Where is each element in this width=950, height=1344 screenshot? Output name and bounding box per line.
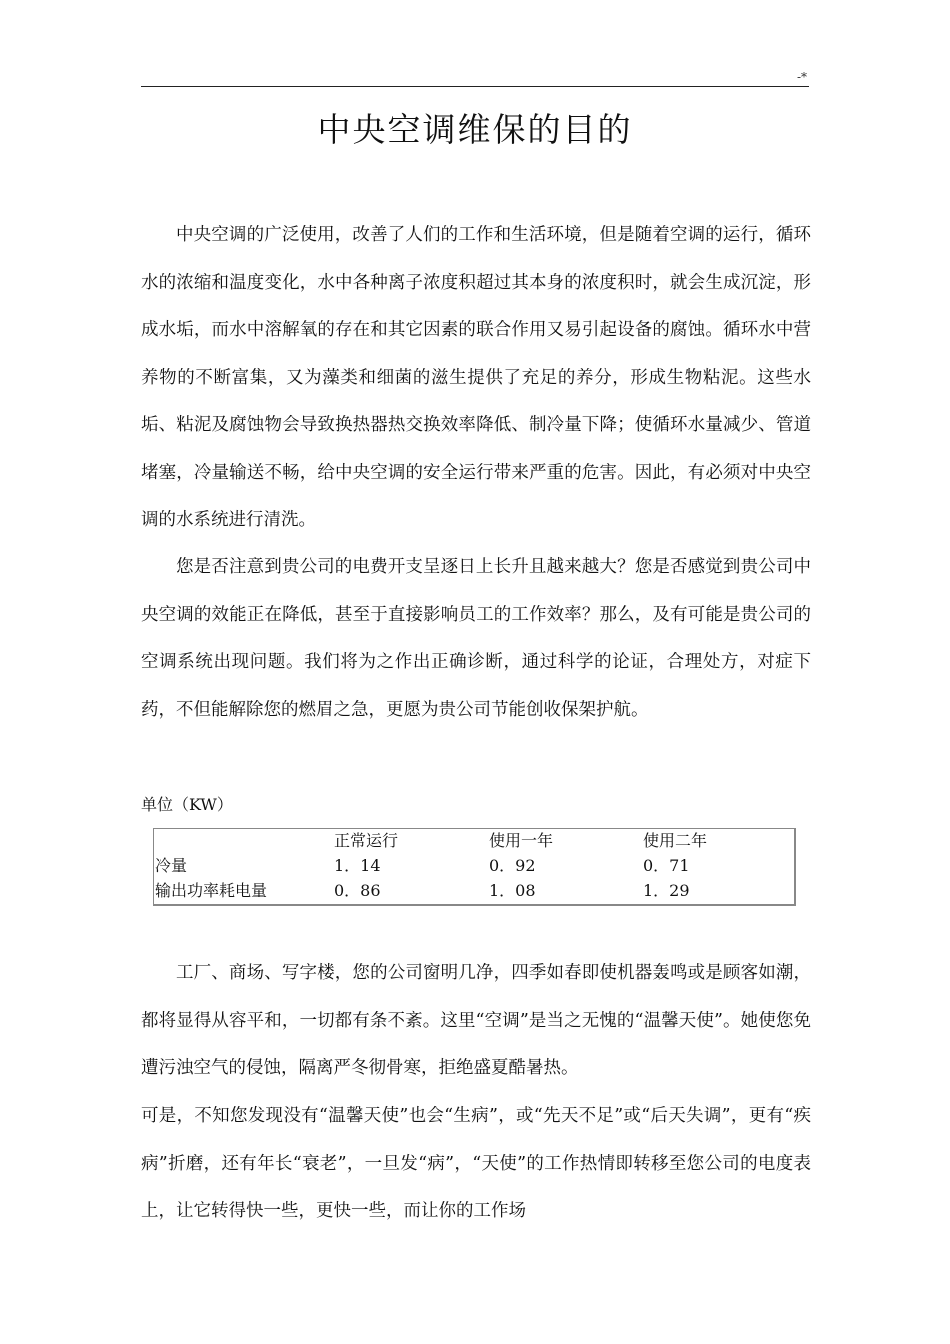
table-cell: 0．92: [489, 856, 536, 875]
table-row-label-power: 输出功率耗电量: [155, 881, 268, 900]
paragraph-angel: 工厂、商场、写字楼，您的公司窗明几净，四季如春即使机器轰鸣或是顾客如潮，都将显得从容平和，一切都有条不紊。这里“空调”是当之无愧的“温馨天使”。她使您免遭污浊空气的侵蚀，隔离严冬彻骨寒，拒绝盛夏酷暑热。: [141, 963, 811, 1078]
paragraph-intro: 中央空调的广泛使用，改善了人们的工作和生活环境，但是随着空调的运行，循环水的浓缩和温度变化，水中各种离子浓度积超过其本身的浓度积时，就会生成沉淀，形成水垢，而水中溶解氧的存在和其它因素的联合作用又易引起设备的腐蚀。循环水中营养物的不断富集，又为藻类和细菌的滋生提供了充足的养分，形成生物粘泥。这些水垢、粘泥及腐蚀物会导致换热器热交换效率降低、制冷量下降；使循环水量减少、管道堵塞，冷量输送不畅，给中央空调的安全运行带来严重的危害。因此，有必须对中央空调的水系统进行清洗。: [141, 225, 811, 530]
table-header-normal: 正常运行: [334, 831, 399, 850]
header-rule: [141, 86, 809, 87]
table-cell: 1．08: [489, 881, 536, 900]
table-header-one-year: 使用一年: [489, 831, 554, 850]
table-header-two-years: 使用二年: [643, 831, 708, 850]
paragraph-sickness: 可是，不知您发现没有“温馨天使”也会“生病”，或“先天不足”或“后天失调”，更有“疾病”折磨，还有年长“衰老”，一旦发“病”，“天使”的工作热情即转移至您公司的电度表上，让它转得快一些，更快一些，而让你的工作场: [141, 1106, 811, 1221]
header-mark: -*: [796, 70, 807, 84]
table-unit-label: 单位（KW）: [141, 795, 233, 814]
efficiency-table: [153, 828, 796, 906]
table-cell: 0．71: [643, 856, 690, 875]
table-row-label-cooling: 冷量: [155, 856, 188, 875]
table-cell: 1．14: [334, 856, 381, 875]
table-cell: 1．29: [643, 881, 690, 900]
table-cell: 0．86: [334, 881, 381, 900]
document-title: 中央空调维保的目的: [317, 110, 633, 149]
paragraph-electricity: 您是否注意到贵公司的电费开支呈逐日上长升且越来越大？您是否感觉到贵公司中央空调的效能正在降低，甚至于直接影响员工的工作效率？那么，及有可能是贵公司的空调系统出现问题。我们将为之作出正确诊断，通过科学的论证，合理处方，对症下药，不但能解除您的燃眉之急，更愿为贵公司节能创收保架护航。: [141, 557, 811, 720]
